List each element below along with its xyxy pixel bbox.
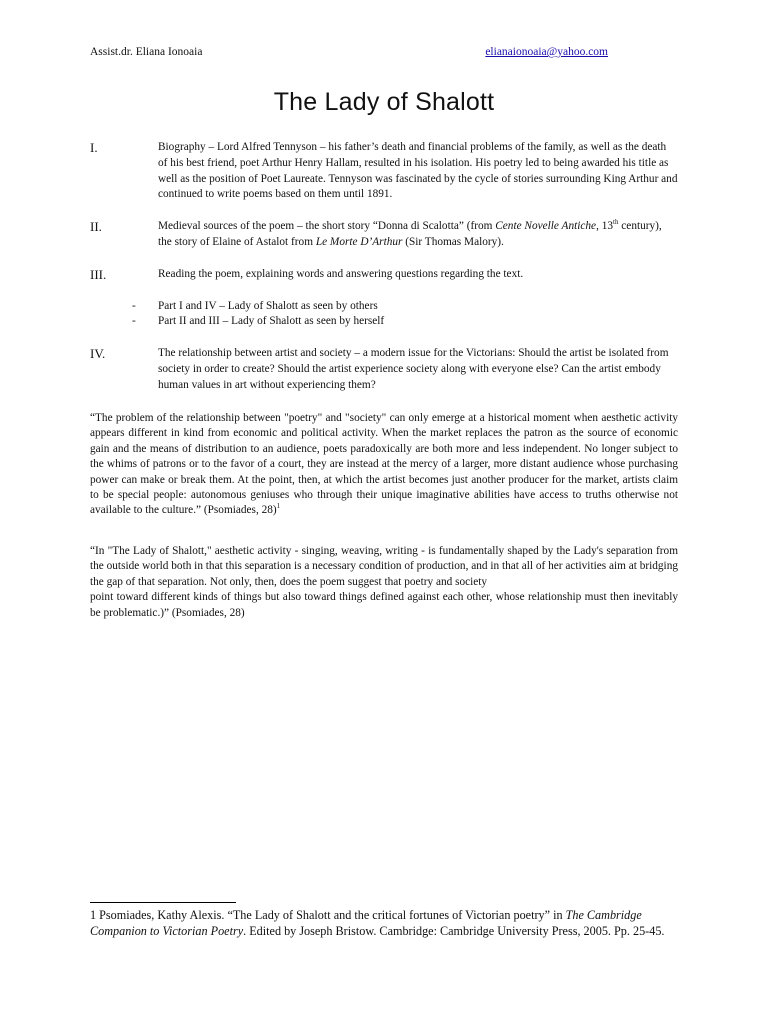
outline: [90, 140, 678, 394]
page-header: [90, 46, 608, 58]
list-item: [132, 314, 678, 330]
italic-title: Cente Novelle Antiche: [495, 220, 597, 233]
section-text: The relationship between artist and society – a modern issue for the Victorians: Should the artist be isolated from society in order to create? Should the artist experience society along with everyone else? Can the artist embody human values in art without experiencing them?: [158, 347, 669, 391]
section-text: Biography – Lord Alfred Tennyson – his father’s death and financial problems of the family, as well as the death of his best friend, poet Arthur Henry Hallam, resulted in his isolation. His poetry led to being awarded his title as well as the position of Poet Laureate. Tennyson was fascinated by the cycle of stories surrounding King Arthur and continued to write poems based on them until 1891.: [158, 141, 678, 201]
quote-text: point toward different kinds of things but also toward things defined against each other, whose relationship must then inevitably be problematic.)” (Psomiades, 28): [90, 591, 678, 619]
text-run: (Sir Thomas Malory).: [402, 235, 504, 248]
section-number: I.: [90, 140, 98, 155]
superscript: th: [613, 218, 619, 227]
section-relationship: [90, 346, 678, 393]
list-item-text: Part II and III – Lady of Shalott as seen by herself: [158, 315, 385, 328]
bullet-dash: -: [132, 315, 136, 328]
footnote-marker[interactable]: 1: [276, 502, 281, 511]
italic-title: The Cambridge Companion to Victorian Poetry: [90, 908, 642, 938]
quote-text: “In "The Lady of Shalott," aesthetic activity - singing, weaving, writing - is fundamentally shaped by the Lady's separation from the outside world both in that this separation is a necessary condition of production, and in that all of her activities aim at bridging the gap of that separation. Not only, then, does the poem suggest that poetry and society: [90, 545, 678, 588]
text-run: century), the story of Elaine of Astalot from: [158, 220, 662, 248]
footnote-text: Psomiades, Kathy Alexis. “The Lady of Shalott and the critical fortunes of Victorian poetry” in: [96, 908, 566, 922]
section-text: [158, 219, 678, 251]
quote-text: “The problem of the relationship between "poetry" and "society" can only emerge at a historical moment when aesthetic activity appears different in kind from economic and political activity. When the market replaces the patron as the source of economic gain and the means of distribution to an audience, poets paradoxically are both more and less independent. No longer subject to the whims of patrons or to the favor of a court, they are instead at the mercy of a larger, more distant audience whose purchasing power can make or break them. At the point, then, at which the artist becomes just another producer for the market, artists claim to be special people: autonomous geniuses who through their unique imaginative abilities have access to truths otherwise not available to the culture.” (Psomiades, 28): [90, 412, 678, 517]
email-link[interactable]: elianaionoaia@yahoo.com: [485, 46, 608, 58]
italic-title: Le Morte D’Arthur: [315, 235, 403, 248]
section-biography: [90, 140, 678, 203]
bullet-dash: -: [132, 299, 136, 312]
bullet-list: [132, 299, 678, 331]
section-number: III.: [90, 266, 107, 282]
author-name: Assist.dr. Eliana Ionoaia: [90, 46, 203, 58]
list-item: [132, 299, 678, 315]
footnote-text: . Edited by Joseph Bristow. Cambridge: Cambridge University Press, 2005. Pp. 25-45.: [243, 923, 665, 938]
section-text: Reading the poem, explaining words and answering questions regarding the text.: [158, 267, 524, 280]
text-run: , 13: [596, 220, 614, 233]
list-item-text: Part I and IV – Lady of Shalott as seen by others: [158, 299, 378, 312]
footnote-number: 1: [90, 908, 97, 922]
quote-paragraph-2: [90, 544, 678, 621]
footnote-divider: [90, 902, 236, 903]
section-reading: [90, 267, 678, 283]
footnote: [90, 908, 680, 939]
section-number: II.: [90, 219, 102, 235]
section-number: IV.: [90, 346, 106, 362]
page-title: The Lady of Shalott: [273, 88, 495, 116]
section-sources: [90, 219, 678, 251]
quote-paragraph-1: [90, 411, 678, 519]
text-run: Medieval sources of the poem – the short story “Donna di Scalotta” (from: [158, 220, 496, 233]
